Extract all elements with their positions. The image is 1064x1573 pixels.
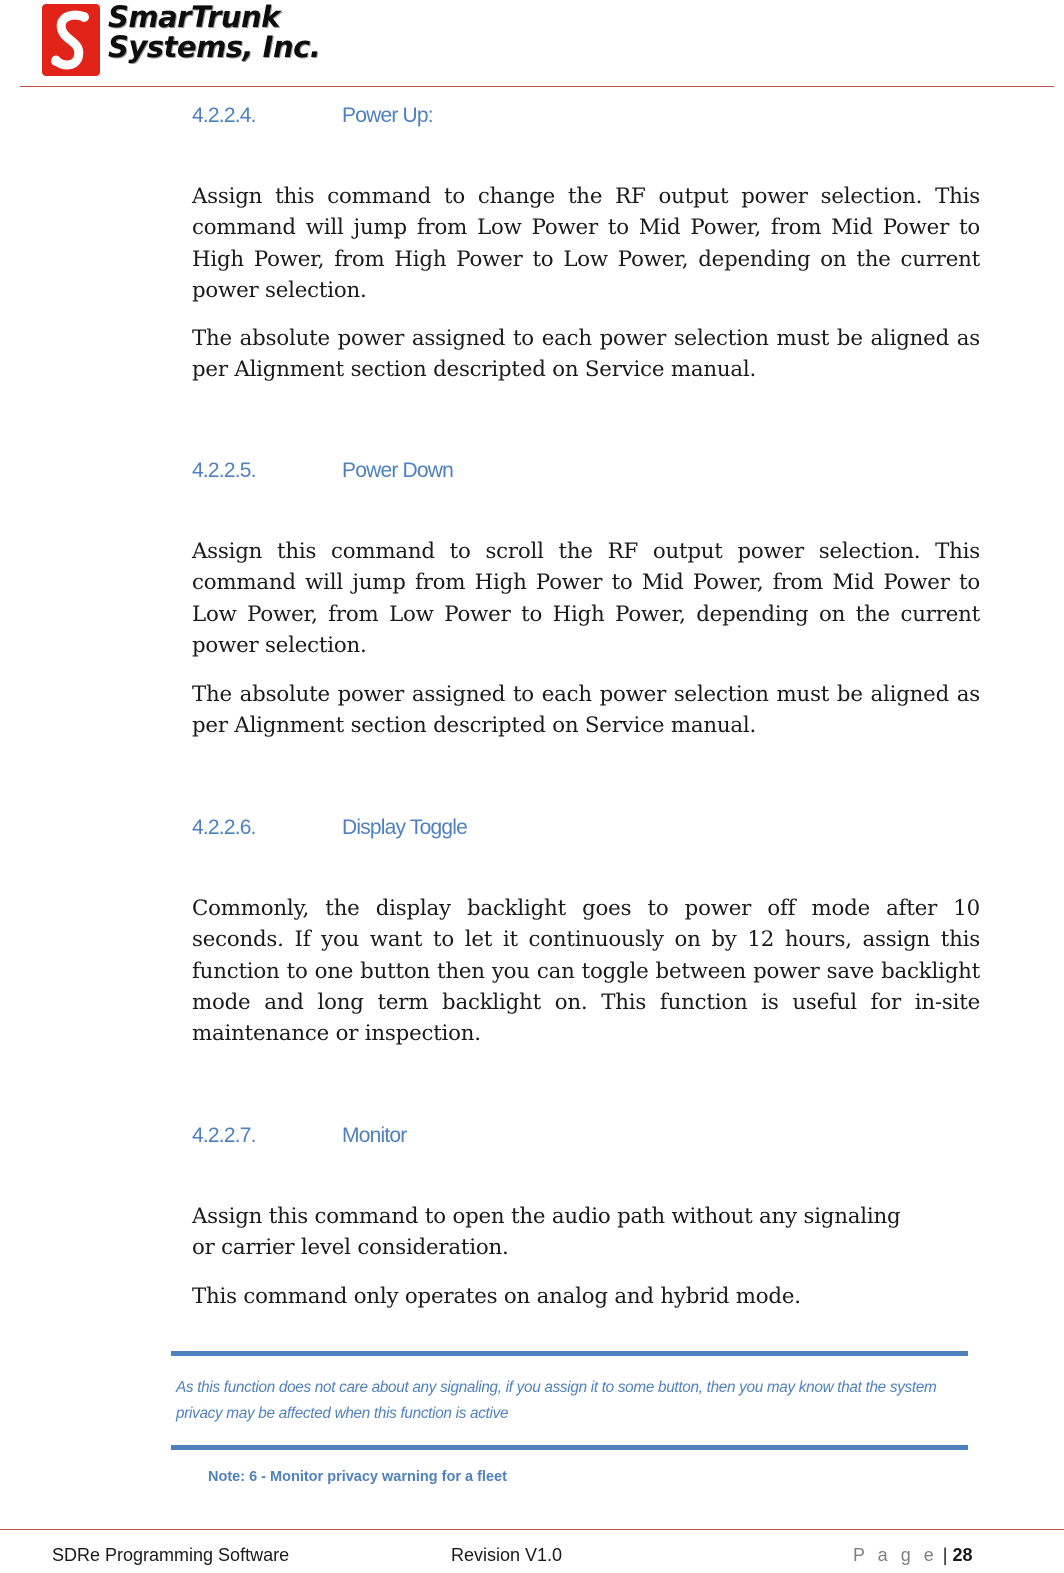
section-number: 4.2.2.7. [192,1124,256,1147]
section-heading-power-up [192,104,433,128]
note-top-rule [171,1351,968,1356]
section-number: 4.2.2.6. [192,816,256,839]
paragraph: Assign this command to scroll the RF output power selection. This command will jump from High Power to Mid Power, from Mid Power to Low Power, from Low Power to High Power, depending on the current power selection. [192,539,980,658]
company-name-line2: Systems, Inc. [108,30,321,64]
section-heading-power-down [192,459,453,483]
paragraph: Assign this command to change the RF output power selection. This command will jump from Low Power to Mid Power, from Mid Power to High Power, from High Power to Low Power, depending on the current power selection. [192,184,980,303]
footer-doc-title: SDRe Programming Software [52,1545,290,1565]
paragraph: The absolute power assigned to each power selection must be aligned as per Alignment section descripted on Service manual. [192,682,980,739]
section-heading-display-toggle [192,816,467,840]
paragraph: Assign this command to open the audio path without any signaling or carrier level consideration. [192,1204,901,1261]
footer-page-number: 28 [952,1545,973,1565]
section-title: Power Up: [342,104,433,127]
section-heading-monitor [192,1124,406,1148]
section-number: 4.2.2.5. [192,459,256,482]
header-divider [20,86,1054,87]
section-title: Display Toggle [342,816,467,839]
company-name [108,2,320,62]
footer-divider [0,1529,1064,1530]
note-text: As this function does not care about any signaling, if you assign it to some button, then you may know that the system privacy may be affected when this function is active [176,1379,937,1422]
footer-revision: Revision V1.0 [451,1545,563,1565]
paragraph: This command only operates on analog and hybrid mode. [192,1284,801,1309]
section-title: Monitor [342,1124,407,1147]
company-logo [40,2,340,78]
note-bottom-rule [171,1445,968,1450]
section-number: 4.2.2.4. [192,104,256,127]
company-name-line1: SmarTrunk [108,0,280,34]
note-caption: Note: 6 - Monitor privacy warning for a fleet [208,1469,507,1485]
paragraph: Commonly, the display backlight goes to power off mode after 10 seconds. If you want to let it continuously on by 12 hours, assign this function to one button then you can toggle between power save backlight mode and long term backlight on. This function is useful for in-site maintenance or inspection. [192,896,980,1047]
footer-page-label: P a g e [853,1545,938,1565]
smartrunk-logo-icon [42,4,100,76]
section-title: Power Down [342,459,454,482]
footer-page [853,1545,972,1566]
footer-page-separator: | [942,1545,948,1565]
paragraph: The absolute power assigned to each power selection must be aligned as per Alignment section descripted on Service manual. [192,326,980,383]
